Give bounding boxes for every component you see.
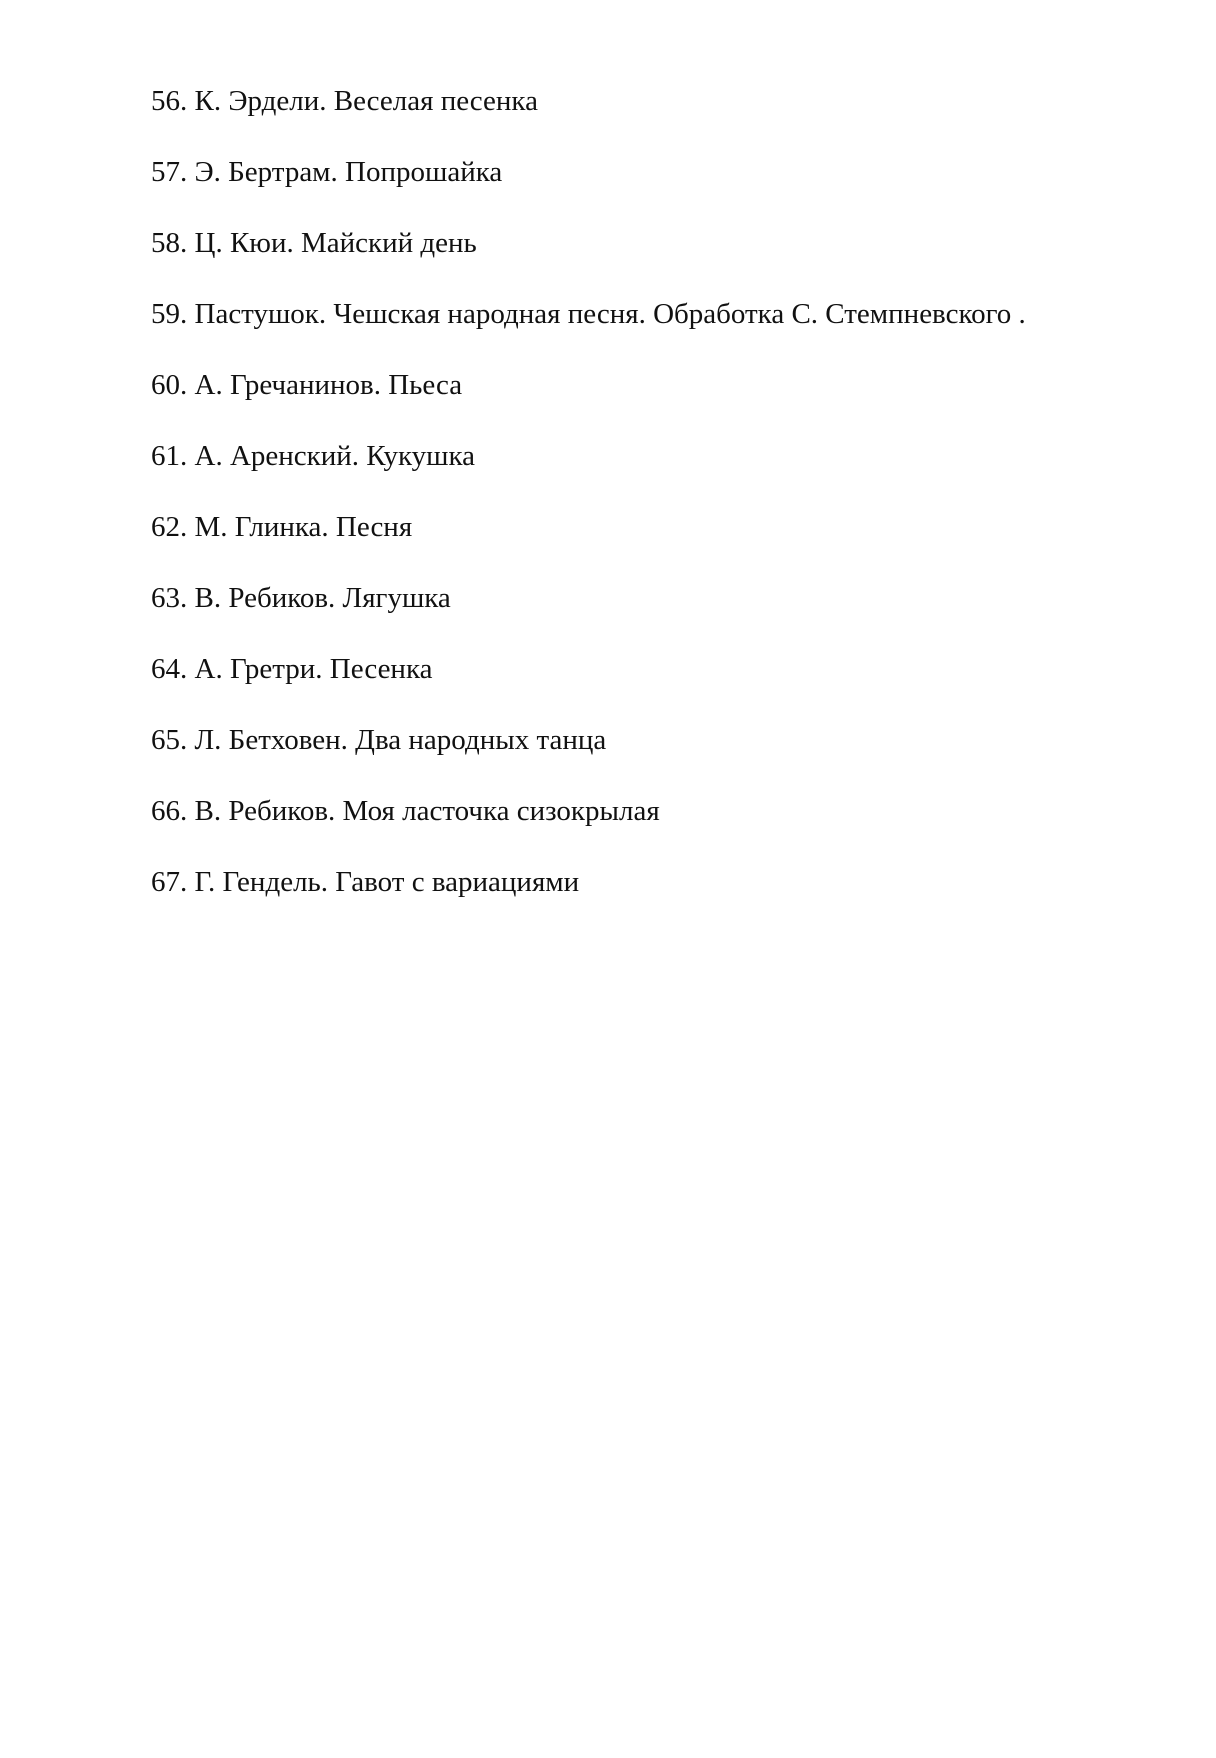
list-item: 61. А. Аренский. Кукушка [151, 440, 475, 472]
list-item: 57. Э. Бертрам. Попрошайка [151, 156, 503, 188]
list-item: 64. А. Гретри. Песенка [151, 653, 433, 685]
repertoire-list [151, 82, 1151, 934]
list-item: 56. К. Эрдели. Веселая песенка [151, 85, 538, 117]
list-item: 63. В. Ребиков. Лягушка [151, 582, 451, 614]
list-item: 66. В. Ребиков. Моя ласточка сизокрылая [151, 795, 660, 827]
list-item: 67. Г. Гендель. Гавот с вариациями [151, 866, 580, 898]
list-item: 60. А. Гречанинов. Пьеса [151, 369, 463, 401]
list-item: 59. Пастушок. Чешская народная песня. Обработка С. Стемпневского . [151, 298, 1026, 330]
list-item: 65. Л. Бетховен. Два народных танца [151, 724, 607, 756]
list-item: 62. М. Глинка. Песня [151, 511, 413, 543]
list-item: 58. Ц. Кюи. Майский день [151, 227, 477, 259]
